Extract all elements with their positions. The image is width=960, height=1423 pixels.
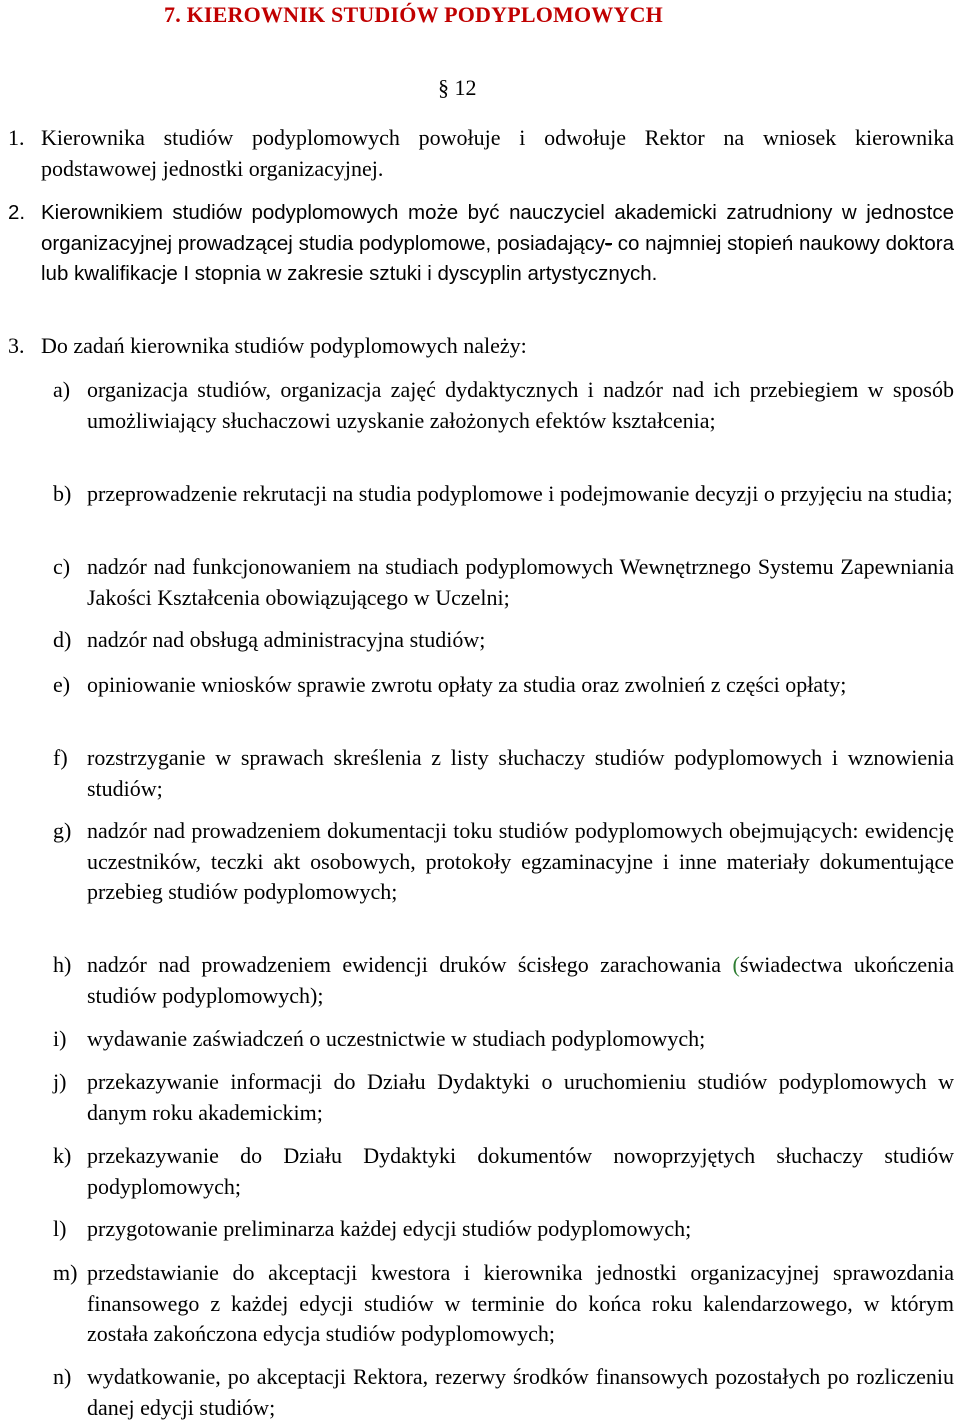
subitem-letter: i) xyxy=(53,1026,67,1051)
subitem-letter: d) xyxy=(53,627,72,652)
subitem-letter: k) xyxy=(53,1143,72,1168)
list-item-1 xyxy=(8,123,954,184)
subitem-text: wydatkowanie, po akceptacji Rektora, rezerwy środków finansowych pozostałych po rozliczeniu danej edycji studiów; xyxy=(87,1364,954,1420)
subitem-letter: j) xyxy=(53,1069,67,1094)
subitem-letter: c) xyxy=(53,554,71,579)
subitem-letter: n) xyxy=(53,1364,72,1389)
subitem-j xyxy=(53,1067,954,1128)
subitem-text: przedstawianie do akceptacji kwestora i kierownika jednostki organizacyjnej sprawozdania finansowego z każdej edycji studiów w terminie do końca roku kalendarzowego, w którym została zakończona edycja studiów podyplomowych; xyxy=(87,1260,954,1346)
strikethrough-mark: - xyxy=(605,231,612,255)
subitem-f xyxy=(53,743,954,804)
subitem-a xyxy=(53,375,954,436)
chapter-title: 7. KIEROWNIK STUDIÓW PODYPLOMOWYCH xyxy=(164,2,663,27)
subitem-text: przygotowanie preliminarza każdej edycji studiów podyplomowych; xyxy=(87,1216,692,1241)
subitem-e xyxy=(53,670,954,701)
subitem-text: przekazywanie do Działu Dydaktyki dokumentów nowoprzyjętych słuchaczy studiów podyplomowych; xyxy=(87,1143,954,1199)
item-number: 2. xyxy=(8,201,26,224)
item-text: Do zadań kierownika studiów podyplomowych należy: xyxy=(41,333,527,358)
subitem-g xyxy=(53,816,954,908)
paragraph-number: § 12 xyxy=(438,75,477,100)
subitem-h xyxy=(53,950,954,1011)
subitem-text: organizacja studiów, organizacja zajęć dydaktycznych i nadzór nad ich przebiegiem w sposób umożliwiający słuchaczowi uzyskanie założonych efektów kształcenia; xyxy=(87,377,954,433)
subitem-text xyxy=(53,950,954,1011)
subitem-text: opiniowanie wniosków sprawie zwrotu opłaty za studia oraz zwolnień z części opłaty; xyxy=(87,672,847,697)
subitem-letter: h) xyxy=(53,952,72,977)
subitem-l xyxy=(53,1214,954,1245)
subitem-text: nadzór nad obsługą administracyjna studiów; xyxy=(87,627,486,652)
subitem-c xyxy=(53,552,954,613)
subitem-b xyxy=(53,479,954,510)
subitem-letter: m) xyxy=(53,1260,78,1285)
subitem-letter: a) xyxy=(53,377,71,402)
subitem-letter: g) xyxy=(53,818,72,843)
subitem-letter: l) xyxy=(53,1216,67,1241)
subitem-text: przeprowadzenie rekrutacji na studia podyplomowe i podejmowanie decyzji o przyjęciu na studia; xyxy=(87,481,953,506)
subitem-m xyxy=(53,1258,954,1350)
subitem-letter: b) xyxy=(53,481,72,506)
item-text-part: Kierownikiem studiów podyplomowych może być nauczyciel akademicki zatrudniony w jednostce organizacyjnej prowadzącej studia podyplomowe, posiadający xyxy=(41,201,954,255)
subitem-text: przekazywanie informacji do Działu Dydaktyki o uruchomieniu studiów podyplomowych w danym roku akademickim; xyxy=(87,1069,954,1125)
list-item-3 xyxy=(8,331,954,362)
subitem-text: nadzór nad prowadzeniem dokumentacji toku studiów podyplomowych obejmujących: ewidencję uczestników, teczki akt osobowych, protokoły egzaminacyjne i inne materiały dokumentujące przebieg studiów podyplomowych; xyxy=(87,818,954,904)
subitem-k xyxy=(53,1141,954,1202)
item-text xyxy=(8,198,954,290)
item-text-part: co najmniej stopień naukowy doktora lub kwalifikacje I stopnia w zakresie sztuki i dyscyplin artystycznych. xyxy=(41,231,954,285)
subitem-text-part: świadectwa ukończenia studiów podyplomowych); xyxy=(87,952,955,1008)
subitem-text: wydawanie zaświadczeń o uczestnictwie w studiach podyplomowych; xyxy=(87,1026,706,1051)
list-item-2 xyxy=(8,198,954,290)
subitem-i xyxy=(53,1024,954,1055)
item-text: Kierownika studiów podyplomowych powołuje i odwołuje Rektor na wniosek kierownika podstawowej jednostki organizacyjnej. xyxy=(41,125,954,181)
item-number: 1. xyxy=(8,125,25,150)
subitem-text: nadzór nad funkcjonowaniem na studiach podyplomowych Wewnętrznego Systemu Zapewniania Jakości Kształcenia obowiązującego w Uczelni; xyxy=(87,554,954,610)
subitem-letter: e) xyxy=(53,672,71,697)
subitem-text-part: nadzór nad prowadzeniem ewidencji druków ścisłego zarachowania xyxy=(87,952,733,977)
green-parenthesis: ( xyxy=(732,952,740,977)
subitem-letter: f) xyxy=(53,745,68,770)
subitem-d xyxy=(53,625,954,656)
subitem-n xyxy=(53,1362,954,1423)
subitem-text: rozstrzyganie w sprawach skreślenia z listy słuchaczy studiów podyplomowych i wznowienia studiów; xyxy=(87,745,954,801)
item-number: 3. xyxy=(8,333,25,358)
